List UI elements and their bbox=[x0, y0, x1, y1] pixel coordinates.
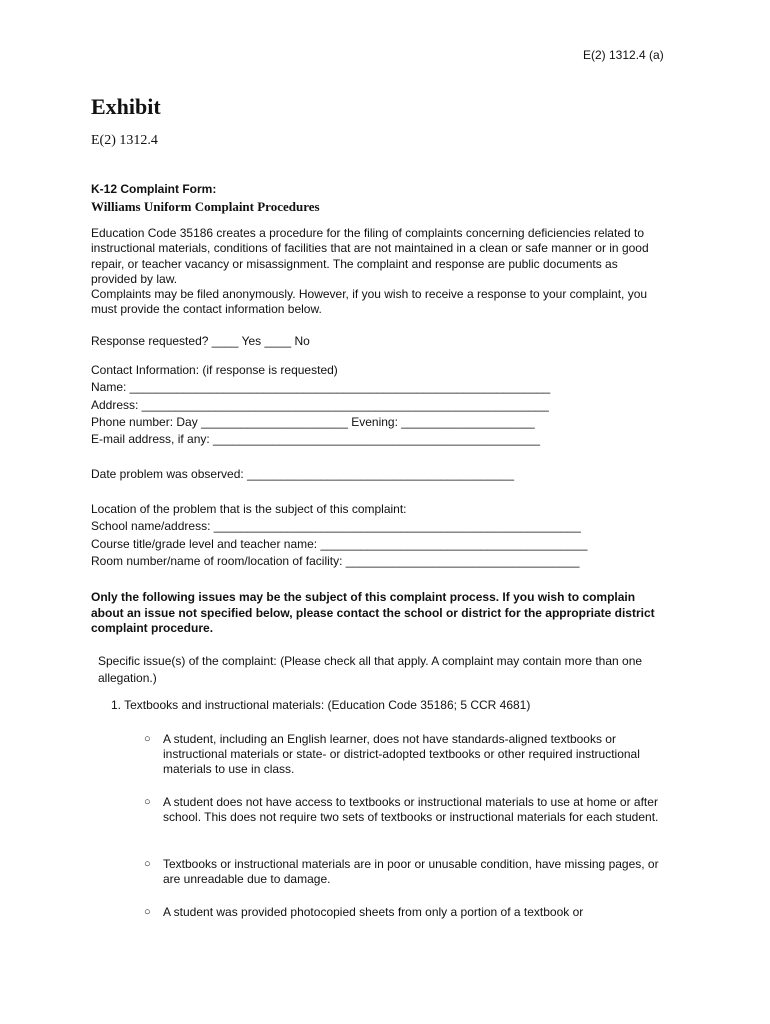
issue-option-4: A student was provided photocopied sheets from only a portion of a textbook or bbox=[163, 905, 584, 919]
issue-option-3: Textbooks or instructional materials are in poor or unusable condition, have missing pages, or are unreadable due to damage. bbox=[163, 857, 659, 886]
form-title: K-12 Complaint Form: bbox=[91, 182, 217, 196]
address-field[interactable]: Address: _____________________________________________________________ bbox=[91, 398, 549, 412]
form-subtitle: Williams Uniform Complaint Procedures bbox=[91, 199, 320, 214]
checkbox-bullet-icon[interactable]: ○ bbox=[144, 733, 151, 745]
response-requested-field[interactable]: Response requested? ____ Yes ____ No bbox=[91, 334, 310, 348]
checkbox-bullet-icon[interactable]: ○ bbox=[144, 906, 151, 918]
location-heading: Location of the problem that is the subject of this complaint: bbox=[91, 502, 407, 516]
issue-option-1: A student, including an English learner, does not have standards-aligned textbooks or instructional materials or state- or district-adopted textbooks or other required instructional materials to use in class. bbox=[163, 732, 640, 776]
document-code-header: E(2) 1312.4 (a) bbox=[583, 48, 664, 62]
item-textbooks-heading: 1. Textbooks and instructional materials: (Education Code 35186; 5 CCR 4681) bbox=[111, 698, 531, 712]
room-location-field[interactable]: Room number/name of room/location of facility: ___________________________________ bbox=[91, 554, 580, 568]
exhibit-code: E(2) 1312.4 bbox=[91, 133, 158, 148]
intro-text-2: Complaints may be filed anonymously. However, if you wish to receive a response to your complaint, you must provide the contact information below. bbox=[91, 287, 648, 317]
course-teacher-field[interactable]: Course title/grade level and teacher name: ________________________________________ bbox=[91, 537, 588, 551]
email-field[interactable]: E-mail address, if any: _________________________________________________ bbox=[91, 432, 541, 446]
intro-paragraph bbox=[91, 226, 661, 318]
checkbox-bullet-icon[interactable]: ○ bbox=[144, 796, 151, 808]
intro-text-1: Education Code 35186 creates a procedure for the filing of complaints concerning deficiencies related to instructional materials, conditions of facilities that are not maintained in a clean or safe manner or in good repair, or teacher vacancy or misassignment. The complaint and response are public documents as provided by law. bbox=[91, 226, 649, 286]
specific-issues-instructions: Specific issue(s) of the complaint: (Please check all that apply. A complaint may contain more than one allegation.) bbox=[98, 654, 643, 685]
checkbox-bullet-icon[interactable]: ○ bbox=[144, 858, 151, 870]
name-field[interactable]: Name: _______________________________________________________________ bbox=[91, 380, 551, 394]
phone-field[interactable]: Phone number: Day ______________________ Evening: ____________________ bbox=[91, 415, 535, 429]
school-address-field[interactable]: School name/address: _______________________________________________________ bbox=[91, 519, 581, 533]
exhibit-title: Exhibit bbox=[91, 94, 161, 119]
eligible-issues-note: Only the following issues may be the subject of this complaint process. If you wish to complain about an issue not specified below, please contact the school or district for the appropriate district complaint procedure. bbox=[91, 590, 655, 635]
issue-option-2: A student does not have access to textbooks or instructional materials to use at home or after school. This does not require two sets of textbooks or instructional materials for each student. bbox=[163, 795, 659, 824]
contact-heading: Contact Information: (if response is requested) bbox=[91, 363, 338, 377]
date-observed-field[interactable]: Date problem was observed: ________________________________________ bbox=[91, 467, 515, 481]
